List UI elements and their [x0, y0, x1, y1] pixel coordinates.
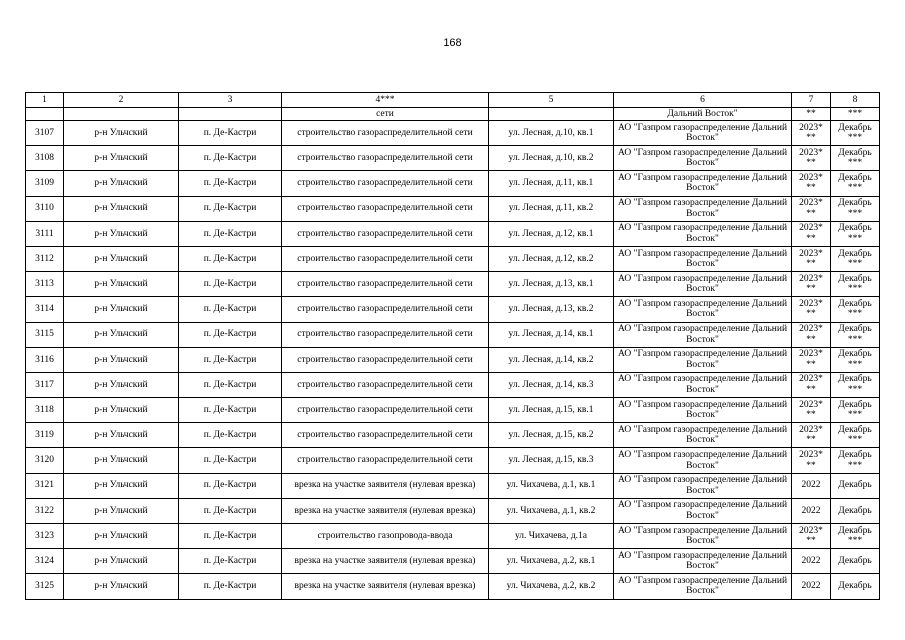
settlement-cell: п. Де-Кастри [179, 423, 282, 448]
table-row [26, 246, 880, 271]
district-cell: р-н Ульчский [64, 322, 179, 347]
table-body [26, 93, 880, 600]
organization-cell: АО "Газпром газораспределение Дальний Восток" [614, 574, 792, 599]
month-cell: Декабрь *** [831, 171, 880, 196]
work-type-cell: строительство газораспределительной сети [282, 146, 489, 171]
work-type-cell: строительство газораспределительной сети [282, 171, 489, 196]
column-number-header-row [26, 93, 880, 108]
header-cell: 8 [831, 93, 880, 108]
settlement-cell: п. Де-Кастри [179, 121, 282, 146]
continuation-cell: *** [831, 108, 880, 121]
work-type-cell: строительство газопровода-ввода [282, 524, 489, 549]
organization-cell: АО "Газпром газораспределение Дальний Восток" [614, 498, 792, 523]
table-row [26, 524, 880, 549]
table-row [26, 398, 880, 423]
work-type-cell: строительство газораспределительной сети [282, 423, 489, 448]
district-cell: р-н Ульчский [64, 498, 179, 523]
continuation-cell: ** [792, 108, 831, 121]
year-cell: 2023* ** [792, 196, 831, 221]
organization-cell: АО "Газпром газораспределение Дальний Восток" [614, 221, 792, 246]
work-type-cell: врезка на участке заявителя (нулевая врезка) [282, 473, 489, 498]
row-number-cell: 3117 [26, 372, 64, 397]
address-cell: ул. Лесная, д.15, кв.1 [489, 398, 614, 423]
month-cell: Декабрь [831, 549, 880, 574]
header-cell: 1 [26, 93, 64, 108]
address-cell: ул. Чихачева, д.1а [489, 524, 614, 549]
table-row [26, 574, 880, 599]
district-cell: р-н Ульчский [64, 347, 179, 372]
row-number-cell: 3111 [26, 221, 64, 246]
table-row [26, 221, 880, 246]
address-cell: ул. Лесная, д.10, кв.1 [489, 121, 614, 146]
settlement-cell: п. Де-Кастри [179, 322, 282, 347]
organization-cell: АО "Газпром газораспределение Дальний Восток" [614, 246, 792, 271]
continuation-cell [26, 108, 64, 121]
table-row [26, 423, 880, 448]
district-cell: р-н Ульчский [64, 574, 179, 599]
month-cell: Декабрь *** [831, 398, 880, 423]
work-type-cell: строительство газораспределительной сети [282, 272, 489, 297]
table-row [26, 272, 880, 297]
organization-cell: АО "Газпром газораспределение Дальний Восток" [614, 398, 792, 423]
settlement-cell: п. Де-Кастри [179, 347, 282, 372]
address-cell: ул. Чихачева, д.2, кв.1 [489, 549, 614, 574]
settlement-cell: п. Де-Кастри [179, 398, 282, 423]
work-type-cell: строительство газораспределительной сети [282, 297, 489, 322]
work-type-cell: врезка на участке заявителя (нулевая врезка) [282, 574, 489, 599]
year-cell: 2023* ** [792, 524, 831, 549]
month-cell: Декабрь [831, 498, 880, 523]
month-cell: Декабрь *** [831, 221, 880, 246]
year-cell: 2023* ** [792, 171, 831, 196]
address-cell: ул. Лесная, д.14, кв.3 [489, 372, 614, 397]
address-cell: ул. Лесная, д.11, кв.1 [489, 171, 614, 196]
work-type-cell: строительство газораспределительной сети [282, 398, 489, 423]
year-cell: 2023* ** [792, 221, 831, 246]
organization-cell: АО "Газпром газораспределение Дальний Восток" [614, 448, 792, 473]
header-cell: 2 [64, 93, 179, 108]
organization-cell: АО "Газпром газораспределение Дальний Восток" [614, 372, 792, 397]
row-number-cell: 3125 [26, 574, 64, 599]
settlement-cell: п. Де-Кастри [179, 221, 282, 246]
table-row [26, 347, 880, 372]
year-cell: 2022 [792, 574, 831, 599]
organization-cell: АО "Газпром газораспределение Дальний Восток" [614, 196, 792, 221]
month-cell: Декабрь [831, 473, 880, 498]
district-cell: р-н Ульчский [64, 297, 179, 322]
month-cell: Декабрь *** [831, 322, 880, 347]
year-cell: 2022 [792, 473, 831, 498]
table-row [26, 372, 880, 397]
settlement-cell: п. Де-Кастри [179, 524, 282, 549]
table-row [26, 171, 880, 196]
month-cell: Декабрь *** [831, 272, 880, 297]
organization-cell: АО "Газпром газораспределение Дальний Восток" [614, 549, 792, 574]
table-row [26, 448, 880, 473]
organization-cell: АО "Газпром газораспределение Дальний Восток" [614, 347, 792, 372]
settlement-cell: п. Де-Кастри [179, 574, 282, 599]
table-row [26, 549, 880, 574]
district-cell: р-н Ульчский [64, 171, 179, 196]
year-cell: 2023* ** [792, 121, 831, 146]
district-cell: р-н Ульчский [64, 398, 179, 423]
work-type-cell: строительство газораспределительной сети [282, 196, 489, 221]
organization-cell: АО "Газпром газораспределение Дальний Восток" [614, 171, 792, 196]
address-cell: ул. Лесная, д.11, кв.2 [489, 196, 614, 221]
continuation-cell [64, 108, 179, 121]
organization-cell: АО "Газпром газораспределение Дальний Восток" [614, 146, 792, 171]
row-number-cell: 3114 [26, 297, 64, 322]
year-cell: 2022 [792, 549, 831, 574]
month-cell: Декабрь *** [831, 196, 880, 221]
settlement-cell: п. Де-Кастри [179, 196, 282, 221]
row-number-cell: 3122 [26, 498, 64, 523]
address-cell: ул. Чихачева, д.2, кв.2 [489, 574, 614, 599]
month-cell: Декабрь *** [831, 423, 880, 448]
settlement-cell: п. Де-Кастри [179, 448, 282, 473]
year-cell: 2023* ** [792, 398, 831, 423]
organization-cell: АО "Газпром газораспределение Дальний Восток" [614, 322, 792, 347]
address-cell: ул. Чихачева, д.1, кв.2 [489, 498, 614, 523]
header-cell: 3 [179, 93, 282, 108]
settlement-cell: п. Де-Кастри [179, 372, 282, 397]
continuation-cell [179, 108, 282, 121]
year-cell: 2023* ** [792, 322, 831, 347]
organization-cell: АО "Газпром газораспределение Дальний Восток" [614, 473, 792, 498]
year-cell: 2023* ** [792, 347, 831, 372]
address-cell: ул. Лесная, д.15, кв.3 [489, 448, 614, 473]
address-cell: ул. Лесная, д.15, кв.2 [489, 423, 614, 448]
table-row [26, 322, 880, 347]
year-cell: 2022 [792, 498, 831, 523]
settlement-cell: п. Де-Кастри [179, 246, 282, 271]
organization-cell: АО "Газпром газораспределение Дальний Восток" [614, 272, 792, 297]
settlement-cell: п. Де-Кастри [179, 473, 282, 498]
address-cell: ул. Лесная, д.12, кв.1 [489, 221, 614, 246]
address-cell: ул. Лесная, д.10, кв.2 [489, 146, 614, 171]
address-cell: ул. Лесная, д.12, кв.2 [489, 246, 614, 271]
organization-cell: АО "Газпром газораспределение Дальний Восток" [614, 121, 792, 146]
row-number-cell: 3118 [26, 398, 64, 423]
district-cell: р-н Ульчский [64, 423, 179, 448]
district-cell: р-н Ульчский [64, 221, 179, 246]
organization-cell: АО "Газпром газораспределение Дальний Восток" [614, 297, 792, 322]
row-number-cell: 3121 [26, 473, 64, 498]
month-cell: Декабрь *** [831, 448, 880, 473]
district-cell: р-н Ульчский [64, 372, 179, 397]
work-type-cell: врезка на участке заявителя (нулевая врезка) [282, 498, 489, 523]
continuation-cell: Дальний Восток" [614, 108, 792, 121]
year-cell: 2023* ** [792, 146, 831, 171]
header-cell: 7 [792, 93, 831, 108]
work-type-cell: строительство газораспределительной сети [282, 322, 489, 347]
district-cell: р-н Ульчский [64, 121, 179, 146]
continuation-row [26, 108, 880, 121]
table-row [26, 146, 880, 171]
row-number-cell: 3107 [26, 121, 64, 146]
year-cell: 2023* ** [792, 372, 831, 397]
continuation-cell: сети [282, 108, 489, 121]
row-number-cell: 3113 [26, 272, 64, 297]
settlement-cell: п. Де-Кастри [179, 549, 282, 574]
year-cell: 2023* ** [792, 272, 831, 297]
address-cell: ул. Лесная, д.14, кв.2 [489, 347, 614, 372]
organization-cell: АО "Газпром газораспределение Дальний Восток" [614, 423, 792, 448]
address-cell: ул. Чихачева, д.1, кв.1 [489, 473, 614, 498]
table-row [26, 121, 880, 146]
settlement-cell: п. Де-Кастри [179, 498, 282, 523]
row-number-cell: 3119 [26, 423, 64, 448]
district-cell: р-н Ульчский [64, 448, 179, 473]
row-number-cell: 3120 [26, 448, 64, 473]
header-cell: 5 [489, 93, 614, 108]
work-type-cell: строительство газораспределительной сети [282, 246, 489, 271]
work-type-cell: врезка на участке заявителя (нулевая врезка) [282, 549, 489, 574]
district-cell: р-н Ульчский [64, 272, 179, 297]
month-cell: Декабрь *** [831, 146, 880, 171]
address-cell: ул. Лесная, д.13, кв.2 [489, 297, 614, 322]
row-number-cell: 3116 [26, 347, 64, 372]
row-number-cell: 3123 [26, 524, 64, 549]
table-row [26, 297, 880, 322]
district-cell: р-н Ульчский [64, 246, 179, 271]
row-number-cell: 3124 [26, 549, 64, 574]
year-cell: 2023* ** [792, 448, 831, 473]
settlement-cell: п. Де-Кастри [179, 171, 282, 196]
row-number-cell: 3112 [26, 246, 64, 271]
settlement-cell: п. Де-Кастри [179, 297, 282, 322]
row-number-cell: 3109 [26, 171, 64, 196]
page-number: 168 [443, 37, 462, 49]
month-cell: Декабрь *** [831, 372, 880, 397]
work-type-cell: строительство газораспределительной сети [282, 372, 489, 397]
table-row [26, 473, 880, 498]
work-type-cell: строительство газораспределительной сети [282, 121, 489, 146]
district-cell: р-н Ульчский [64, 549, 179, 574]
month-cell: Декабрь *** [831, 347, 880, 372]
table-row [26, 196, 880, 221]
row-number-cell: 3110 [26, 196, 64, 221]
district-cell: р-н Ульчский [64, 524, 179, 549]
work-type-cell: строительство газораспределительной сети [282, 221, 489, 246]
header-cell: 4*** [282, 93, 489, 108]
work-type-cell: строительство газораспределительной сети [282, 347, 489, 372]
row-number-cell: 3108 [26, 146, 64, 171]
month-cell: Декабрь [831, 574, 880, 599]
continuation-cell [489, 108, 614, 121]
settlement-cell: п. Де-Кастри [179, 272, 282, 297]
work-type-cell: строительство газораспределительной сети [282, 448, 489, 473]
settlement-cell: п. Де-Кастри [179, 146, 282, 171]
table-row [26, 498, 880, 523]
month-cell: Декабрь *** [831, 121, 880, 146]
year-cell: 2023* ** [792, 246, 831, 271]
district-cell: р-н Ульчский [64, 146, 179, 171]
district-cell: р-н Ульчский [64, 196, 179, 221]
year-cell: 2023* ** [792, 423, 831, 448]
month-cell: Декабрь *** [831, 524, 880, 549]
organization-cell: АО "Газпром газораспределение Дальний Восток" [614, 524, 792, 549]
address-cell: ул. Лесная, д.14, кв.1 [489, 322, 614, 347]
month-cell: Декабрь *** [831, 297, 880, 322]
header-cell: 6 [614, 93, 792, 108]
month-cell: Декабрь *** [831, 246, 880, 271]
address-cell: ул. Лесная, д.13, кв.1 [489, 272, 614, 297]
district-cell: р-н Ульчский [64, 473, 179, 498]
year-cell: 2023* ** [792, 297, 831, 322]
register-table [25, 92, 880, 600]
row-number-cell: 3115 [26, 322, 64, 347]
